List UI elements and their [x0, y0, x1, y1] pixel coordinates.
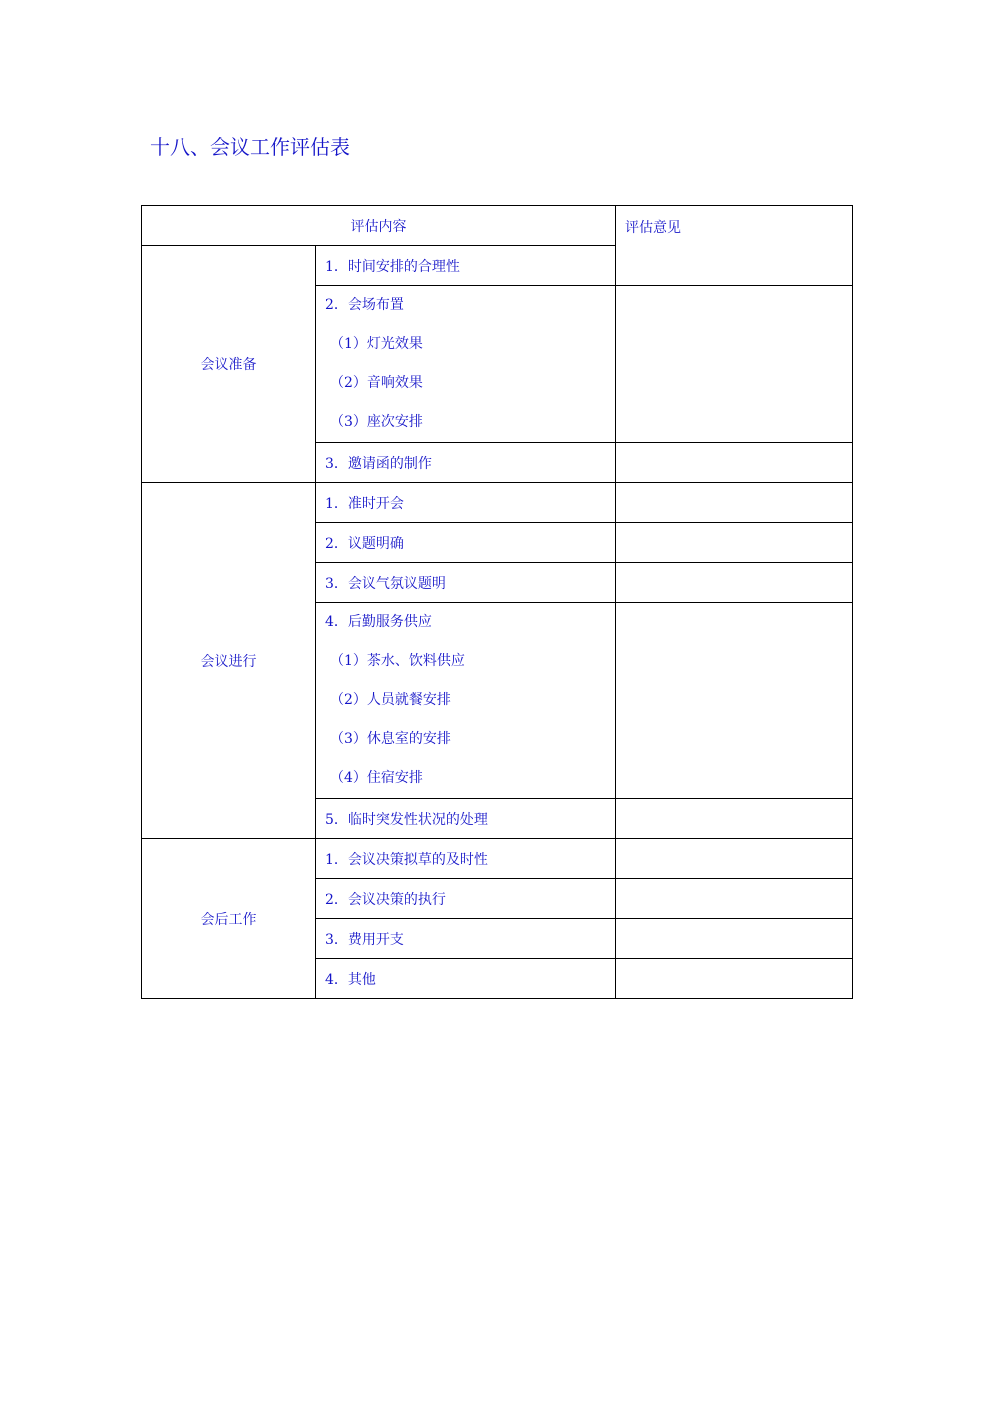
opinion-cell[interactable] — [616, 879, 853, 919]
opinion-cell[interactable] — [616, 839, 853, 879]
item-cell: 3．邀请函的制作 — [316, 443, 616, 483]
opinion-cell[interactable] — [616, 799, 853, 839]
item-cell-multiline — [316, 603, 616, 799]
item-line: 2．会场布置 — [325, 297, 404, 313]
item-cell: 2．议题明确 — [316, 523, 616, 563]
evaluation-table — [141, 205, 853, 999]
section-label: 会议进行 — [142, 483, 316, 839]
header-opinion: 评估意见 — [616, 206, 853, 286]
opinion-cell[interactable] — [616, 563, 853, 603]
item-subline: （3）座次安排 — [330, 414, 423, 430]
section-label: 会后工作 — [142, 839, 316, 999]
item-cell: 3．费用开支 — [316, 919, 616, 959]
item-cell: 1．会议决策拟草的及时性 — [316, 839, 616, 879]
table-row — [142, 483, 853, 523]
section-label: 会议准备 — [142, 246, 316, 483]
item-cell: 1．准时开会 — [316, 483, 616, 523]
item-subline: （2）音响效果 — [330, 375, 423, 391]
item-cell: 5．临时突发性状况的处理 — [316, 799, 616, 839]
item-cell: 2．会议决策的执行 — [316, 879, 616, 919]
opinion-cell[interactable] — [616, 603, 853, 799]
table-header-row — [142, 206, 853, 246]
item-cell-multiline — [316, 286, 616, 443]
item-cell: 3．会议气氛议题明 — [316, 563, 616, 603]
opinion-cell[interactable] — [616, 443, 853, 483]
opinion-cell[interactable] — [616, 483, 853, 523]
item-cell: 1．时间安排的合理性 — [316, 246, 616, 286]
opinion-cell[interactable] — [616, 959, 853, 999]
header-content: 评估内容 — [142, 206, 616, 246]
page-title: 十八、会议工作评估表 — [150, 135, 350, 159]
item-line: 4．后勤服务供应 — [325, 614, 432, 630]
opinion-cell[interactable] — [616, 523, 853, 563]
item-subline: （1）茶水、饮料供应 — [330, 653, 465, 669]
item-cell: 4．其他 — [316, 959, 616, 999]
table-row — [142, 839, 853, 879]
item-subline: （4）住宿安排 — [330, 770, 423, 786]
opinion-cell[interactable] — [616, 286, 853, 443]
item-subline: （3）休息室的安排 — [330, 731, 451, 747]
opinion-cell[interactable] — [616, 919, 853, 959]
item-subline: （1）灯光效果 — [330, 336, 423, 352]
item-subline: （2）人员就餐安排 — [330, 692, 451, 708]
